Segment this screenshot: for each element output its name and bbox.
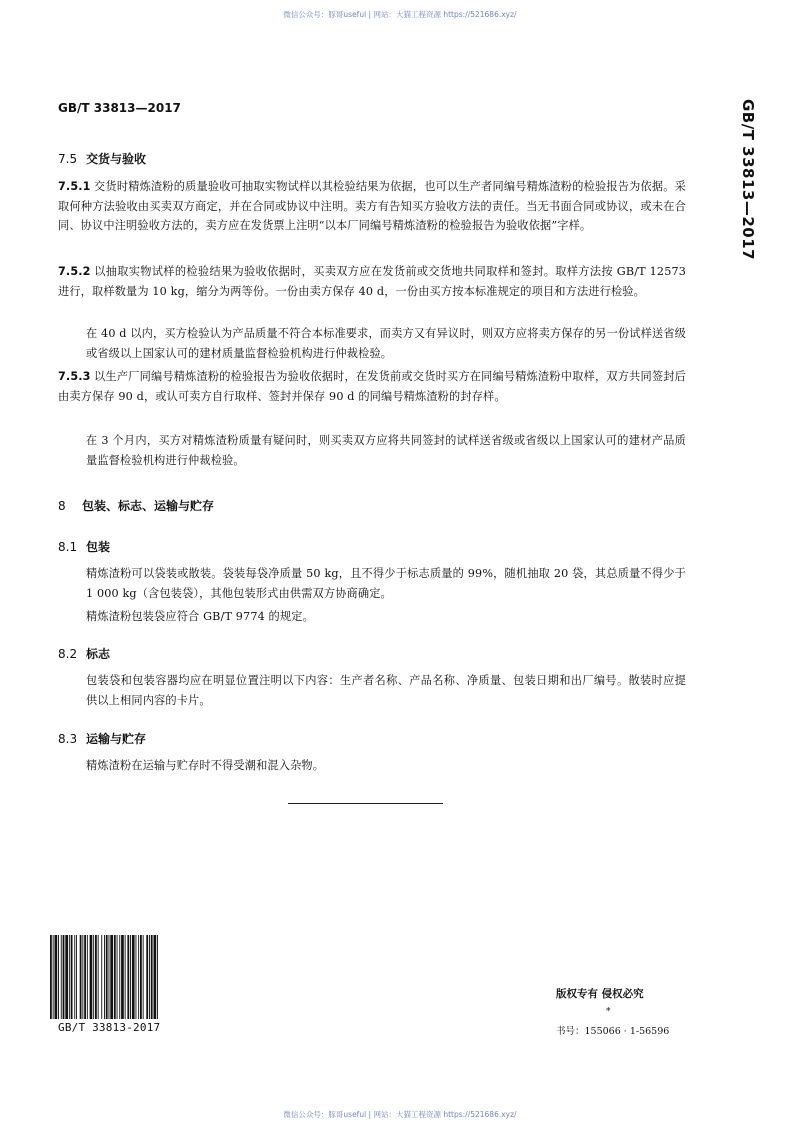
barcode-bar bbox=[130, 935, 131, 1019]
barcode-bar bbox=[55, 935, 58, 1019]
barcode-bar bbox=[114, 935, 116, 1019]
paragraph-8-1-bag-standard: 精炼渣粉包装袋应符合 GB/T 9774 的规定。 bbox=[86, 610, 314, 623]
copyright-notice: 版权专有 侵权必究 bbox=[556, 988, 644, 1000]
barcode-bar bbox=[154, 935, 157, 1019]
barcode-bar bbox=[87, 935, 88, 1019]
section-heading-7-5 bbox=[58, 150, 146, 167]
section-number: 8.1 bbox=[58, 540, 78, 554]
paragraph-7-5-3-arbitration: 在 3 个月内，买方对精炼渣粉质量有疑问时，则买卖双方应将共同签封的试样送省级或省级以上国家认可的建材产品质量监督检验机构进行仲裁检验。 bbox=[86, 434, 686, 467]
section-heading-8-3 bbox=[58, 730, 146, 747]
section-number: 7.5 bbox=[58, 152, 78, 166]
barcode-bar bbox=[69, 935, 70, 1019]
barcode-bar bbox=[80, 935, 82, 1019]
barcode-bar bbox=[65, 935, 68, 1019]
barcode-bar bbox=[76, 935, 77, 1019]
barcode-bar bbox=[104, 935, 105, 1019]
vertical-standard-code: GB/T 33813—2017 bbox=[739, 99, 757, 261]
barcode-bar bbox=[146, 935, 148, 1019]
section-title: 交货与验收 bbox=[86, 152, 147, 166]
barcode-bar bbox=[93, 935, 94, 1019]
clause-7-5-3 bbox=[58, 367, 686, 406]
barcode-bar bbox=[143, 935, 144, 1019]
clause-text: 以生产厂同编号精炼渣粉的检验报告为验收依据时，在发货前或交货时买方在同编号精炼渣粉中取样，双方共同签封后由卖方保存 90 d，或认可卖方自行取样、签封并保存 90 d 的同编号精炼渣粉的封存样。 bbox=[58, 370, 686, 403]
barcode-bar bbox=[61, 935, 62, 1019]
barcode-bar bbox=[119, 935, 120, 1019]
watermark-top: 微信公众号：豚哥useful | 网站：大猫工程资源 https://521686.xyz/ bbox=[283, 10, 517, 19]
barcode-bar bbox=[157, 935, 158, 1019]
section-heading-8 bbox=[58, 497, 214, 514]
star-mark: * bbox=[606, 1007, 611, 1017]
standard-code-header: GB/T 33813—2017 bbox=[58, 101, 181, 115]
barcode-bar bbox=[53, 935, 54, 1019]
book-number: 书号：155066 · 1-56596 bbox=[556, 1026, 670, 1037]
section-heading-8-1 bbox=[58, 538, 110, 555]
barcode-bar bbox=[84, 935, 86, 1019]
barcode-bar bbox=[151, 935, 153, 1019]
barcode-bar bbox=[125, 935, 126, 1019]
barcode-bar bbox=[121, 935, 124, 1019]
clause-7-5-1 bbox=[58, 177, 686, 236]
section-number: 8 bbox=[58, 499, 66, 513]
paragraph-8-1-packaging: 精炼渣粉可以袋装或散装。袋装每袋净质量 50 kg，且不得少于标志质量的 99%，随机抽取 20 袋，其总质量不得少于 1 000 kg（含包装袋），其他包装形式由供需双方协商确定。 bbox=[86, 567, 686, 600]
paragraph-7-5-2-arbitration: 在 40 d 以内，买方检验认为产品质量不符合本标准要求，而卖方又有异议时，则双方应将卖方保存的另一份试样送省级或省级以上国家认可的建材质量监督检验机构进行仲裁检验。 bbox=[86, 327, 686, 360]
clause-text: 以抽取实物试样的检验结果为验收依据时，买卖双方应在发货前或交货地共同取样和签封。取样方法按 GB/T 12573 进行，取样数量为 10 kg，缩分为两等份。一份由卖方保存 40 d，一份由买方按本标准规定的项目和方法进行检验。 bbox=[58, 265, 686, 298]
barcode-bar bbox=[71, 935, 73, 1019]
section-title: 包装 bbox=[86, 540, 111, 554]
end-of-text-rule bbox=[288, 803, 443, 804]
barcode-bar bbox=[58, 935, 59, 1019]
section-number: 8.3 bbox=[58, 732, 78, 746]
barcode-bar bbox=[127, 935, 129, 1019]
barcode-image bbox=[48, 935, 200, 1021]
watermark-bottom: 微信公众号：豚哥useful | 网站：大猫工程资源 https://521686.xyz/ bbox=[283, 1110, 517, 1119]
paragraph-8-2-marking: 包装袋和包装容器均应在明显位置注明以下内容：生产者名称、产品名称、净质量、包装日期和出厂编号。散装时应提供以上相同内容的卡片。 bbox=[86, 674, 686, 707]
barcode-bar bbox=[106, 935, 108, 1019]
barcode-bar bbox=[101, 935, 102, 1019]
barcode-bar bbox=[109, 935, 110, 1019]
section-heading-8-2 bbox=[58, 645, 110, 662]
clause-number: 7.5.3 bbox=[58, 370, 91, 383]
section-title: 运输与贮存 bbox=[86, 732, 147, 746]
clause-number: 7.5.2 bbox=[58, 265, 91, 278]
paragraph-8-3-storage: 精炼渣粉在运输与贮存时不得受潮和混入杂物。 bbox=[86, 759, 325, 772]
barcode-bar bbox=[95, 935, 97, 1019]
barcode-bar bbox=[140, 935, 142, 1019]
barcode-bar bbox=[117, 935, 118, 1019]
barcode-bar bbox=[90, 935, 93, 1019]
barcode-bar bbox=[136, 935, 137, 1019]
clause-7-5-2 bbox=[58, 262, 686, 301]
barcode-bar bbox=[138, 935, 139, 1019]
barcode-bar bbox=[74, 935, 75, 1019]
section-title: 包装、标志、运输与贮存 bbox=[82, 499, 215, 513]
clause-text: 交货时精炼渣粉的质量验收可抽取实物试样以其检验结果为依据，也可以生产者同编号精炼渣粉的检验报告为依据。采取何种方法验收由买卖双方商定，并在合同或协议中注明。卖方有告知买方验收方法的责任。当无书面合同或协议，或未在合同、协议中注明验收方法的，卖方应在发货票上注明“以本厂同编号精炼渣粉的检验报告为验收依据”字样。 bbox=[58, 180, 686, 233]
barcode-bar bbox=[98, 935, 99, 1019]
barcode-bar bbox=[63, 935, 65, 1019]
clause-number: 7.5.1 bbox=[58, 180, 91, 193]
barcode-bar bbox=[132, 935, 135, 1019]
barcode-bar bbox=[82, 935, 83, 1019]
barcode-bar bbox=[110, 935, 113, 1019]
barcode-bar bbox=[50, 935, 52, 1019]
barcode-caption: GB/T 33813-2017 bbox=[58, 1021, 161, 1034]
section-number: 8.2 bbox=[58, 647, 78, 661]
section-title: 标志 bbox=[86, 647, 111, 661]
barcode-bar bbox=[149, 935, 150, 1019]
